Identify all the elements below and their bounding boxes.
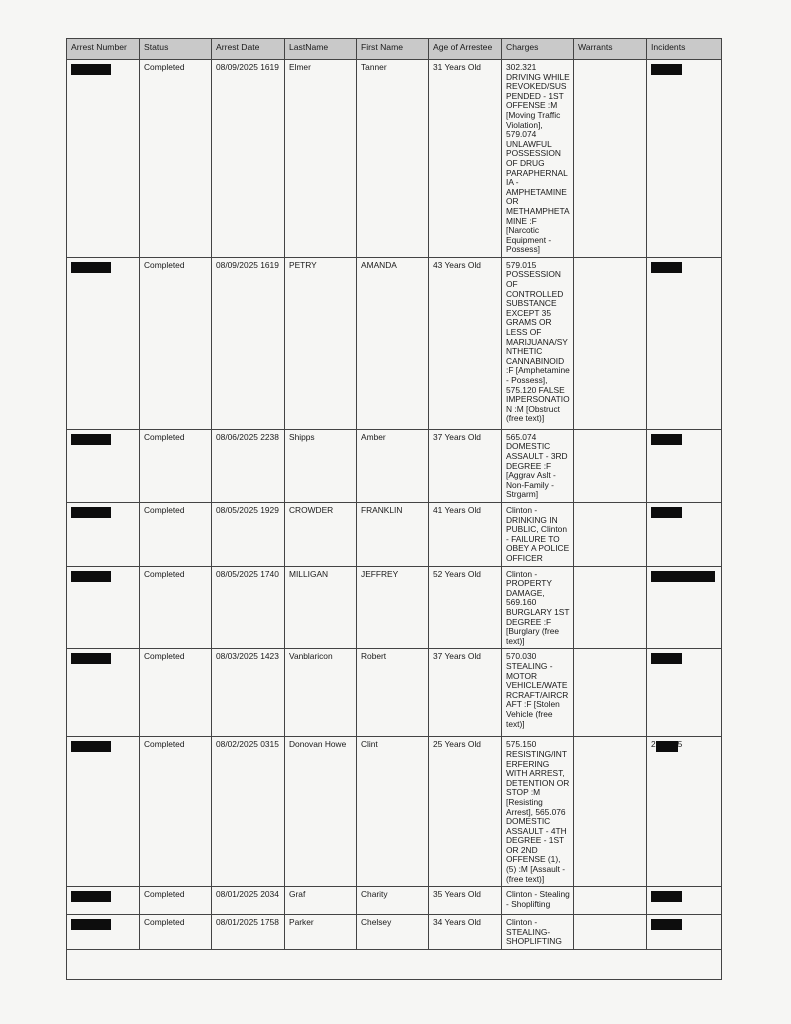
- arrest-date-cell: 08/06/2025 2238: [212, 429, 285, 502]
- empty-footer-row: [67, 950, 722, 980]
- redaction-bar: [71, 64, 111, 75]
- arrest-date-cell: 08/05/2025 1740: [212, 566, 285, 649]
- charges-cell: 575.150 RESISTING/INTERFERING WITH ARREST, DETENTION OR STOP :M [Resisting Arrest], 565.076 DOMESTIC ASSAULT - 4TH DEGREE - 1ST OR 2ND OFFENSE (1),(5) :M [Assault - (free text)]: [502, 737, 574, 887]
- column-header-warrants: Warrants: [574, 39, 647, 60]
- age-cell: 25 Years Old: [429, 737, 502, 887]
- age-cell: 31 Years Old: [429, 60, 502, 258]
- column-header-age: Age of Arrestee: [429, 39, 502, 60]
- age-cell: 37 Years Old: [429, 649, 502, 737]
- first-name-cell: Clint: [357, 737, 429, 887]
- age-cell: 37 Years Old: [429, 429, 502, 502]
- arrest-date-cell: 08/02/2025 0315: [212, 737, 285, 887]
- warrants-cell: [574, 429, 647, 502]
- table-row: [67, 566, 722, 649]
- redaction-bar: [656, 741, 678, 752]
- redaction-bar: [71, 919, 111, 930]
- arrest-date-cell: 08/01/2025 2034: [212, 887, 285, 915]
- first-name-cell: Chelsey: [357, 915, 429, 950]
- redaction-bar: [651, 653, 682, 664]
- warrants-cell: [574, 737, 647, 887]
- redaction-bar: [651, 919, 682, 930]
- incidents-cell: [647, 649, 722, 737]
- age-cell: 43 Years Old: [429, 257, 502, 429]
- redaction-bar: [71, 507, 111, 518]
- first-name-cell: Charity: [357, 887, 429, 915]
- redaction-bar: [651, 262, 682, 273]
- redaction-bar: [651, 507, 682, 518]
- table-header-row: [67, 39, 722, 60]
- table-row: [67, 60, 722, 258]
- redaction-bar: [71, 653, 111, 664]
- incidents-cell: [647, 429, 722, 502]
- charges-cell: Clinton - Stealing - Shoplifting: [502, 887, 574, 915]
- column-header-incidents: Incidents: [647, 39, 722, 60]
- status-cell: Completed: [140, 503, 212, 567]
- age-cell: 34 Years Old: [429, 915, 502, 950]
- redaction-bar: [651, 434, 682, 445]
- age-cell: 41 Years Old: [429, 503, 502, 567]
- charges-cell: 570.030 STEALING - MOTOR VEHICLE/WATERCRAFT/AIRCRAFT :F [Stolen Vehicle (free text)]: [502, 649, 574, 737]
- column-header-arrest-date: Arrest Date: [212, 39, 285, 60]
- arrest-number-cell: [67, 915, 140, 950]
- arrest-date-cell: 08/01/2025 1758: [212, 915, 285, 950]
- age-cell: 52 Years Old: [429, 566, 502, 649]
- last-name-cell: PETRY: [285, 257, 357, 429]
- incidents-cell: [647, 257, 722, 429]
- arrest-date-cell: 08/03/2025 1423: [212, 649, 285, 737]
- table-row: [67, 429, 722, 502]
- last-name-cell: CROWDER: [285, 503, 357, 567]
- arrest-report-table: [66, 38, 722, 980]
- table-row: [67, 649, 722, 737]
- charges-cell: Clinton - DRINKING IN PUBLIC, Clinton - FAILURE TO OBEY A POLICE OFFICER: [502, 503, 574, 567]
- arrest-number-cell: [67, 503, 140, 567]
- last-name-cell: Donovan Howe: [285, 737, 357, 887]
- charges-cell: 302.321 DRIVING WHILE REVOKED/SUSPENDED - 1ST OFFENSE :M [Moving Traffic Violation], 579.074 UNLAWFUL POSSESSION OF DRUG PARAPHERNALIA - AMPHETAMINE OR METHAMPHETAMINE :F [Narcotic Equipment - Possess]: [502, 60, 574, 258]
- redaction-bar: [651, 571, 715, 582]
- warrants-cell: [574, 887, 647, 915]
- status-cell: Completed: [140, 915, 212, 950]
- status-cell: Completed: [140, 429, 212, 502]
- table-row: [67, 503, 722, 567]
- incidents-cell: [647, 566, 722, 649]
- column-header-first-name: First Name: [357, 39, 429, 60]
- arrest-number-cell: [67, 566, 140, 649]
- status-cell: Completed: [140, 60, 212, 258]
- incidents-cell: [647, 887, 722, 915]
- redaction-bar: [651, 891, 682, 902]
- arrest-date-cell: 08/09/2025 1619: [212, 60, 285, 258]
- last-name-cell: Parker: [285, 915, 357, 950]
- status-cell: Completed: [140, 887, 212, 915]
- first-name-cell: Robert: [357, 649, 429, 737]
- arrest-number-cell: [67, 737, 140, 887]
- warrants-cell: [574, 257, 647, 429]
- charges-cell: Clinton - PROPERTY DAMAGE, 569.160 BURGLARY 1ST DEGREE :F [Burglary (free text)]: [502, 566, 574, 649]
- status-cell: Completed: [140, 257, 212, 429]
- first-name-cell: Tanner: [357, 60, 429, 258]
- incident-number-prefix: 2: [651, 739, 656, 750]
- last-name-cell: Elmer: [285, 60, 357, 258]
- incidents-cell: [647, 503, 722, 567]
- warrants-cell: [574, 503, 647, 567]
- arrest-number-cell: [67, 257, 140, 429]
- redaction-bar: [71, 891, 111, 902]
- column-header-arrest-number: Arrest Number: [67, 39, 140, 60]
- first-name-cell: FRANKLIN: [357, 503, 429, 567]
- warrants-cell: [574, 649, 647, 737]
- table-row: [67, 257, 722, 429]
- table-row: [67, 887, 722, 915]
- arrest-number-cell: [67, 887, 140, 915]
- arrest-date-cell: 08/09/2025 1619: [212, 257, 285, 429]
- arrest-number-cell: [67, 60, 140, 258]
- charges-cell: 565.074 DOMESTIC ASSAULT - 3RD DEGREE :F [Aggrav Aslt - Non-Family - Strgarm]: [502, 429, 574, 502]
- last-name-cell: MILLIGAN: [285, 566, 357, 649]
- incidents-cell: [647, 737, 722, 887]
- age-cell: 35 Years Old: [429, 887, 502, 915]
- redaction-bar: [71, 571, 111, 582]
- charges-cell: Clinton - STEALING-SHOPLIFTING: [502, 915, 574, 950]
- last-name-cell: Shipps: [285, 429, 357, 502]
- column-header-charges: Charges: [502, 39, 574, 60]
- redaction-bar: [71, 262, 111, 273]
- incidents-cell: [647, 60, 722, 258]
- empty-footer-cell: [67, 950, 722, 980]
- column-header-last-name: LastName: [285, 39, 357, 60]
- incidents-cell: [647, 915, 722, 950]
- warrants-cell: [574, 566, 647, 649]
- incident-number-suffix: 5: [677, 739, 683, 750]
- arrest-number-cell: [67, 429, 140, 502]
- status-cell: Completed: [140, 737, 212, 887]
- last-name-cell: Graf: [285, 887, 357, 915]
- redaction-bar: [651, 64, 682, 75]
- status-cell: Completed: [140, 566, 212, 649]
- first-name-cell: Amber: [357, 429, 429, 502]
- first-name-cell: JEFFREY: [357, 566, 429, 649]
- warrants-cell: [574, 915, 647, 950]
- table-row: [67, 915, 722, 950]
- redaction-bar: [71, 434, 111, 445]
- last-name-cell: Vanblaricon: [285, 649, 357, 737]
- arrest-number-cell: [67, 649, 140, 737]
- first-name-cell: AMANDA: [357, 257, 429, 429]
- redaction-bar: [71, 741, 111, 752]
- arrest-date-cell: 08/05/2025 1929: [212, 503, 285, 567]
- charges-cell: 579.015 POSSESSION OF CONTROLLED SUBSTANCE EXCEPT 35 GRAMS OR LESS OF MARIJUANA/SYNTHETIC CANNABINOID :F [Amphetamine - Possess], 575.120 FALSE IMPERSONATION :M [Obstruct (free text)]: [502, 257, 574, 429]
- table-row: [67, 737, 722, 887]
- column-header-status: Status: [140, 39, 212, 60]
- warrants-cell: [574, 60, 647, 258]
- status-cell: Completed: [140, 649, 212, 737]
